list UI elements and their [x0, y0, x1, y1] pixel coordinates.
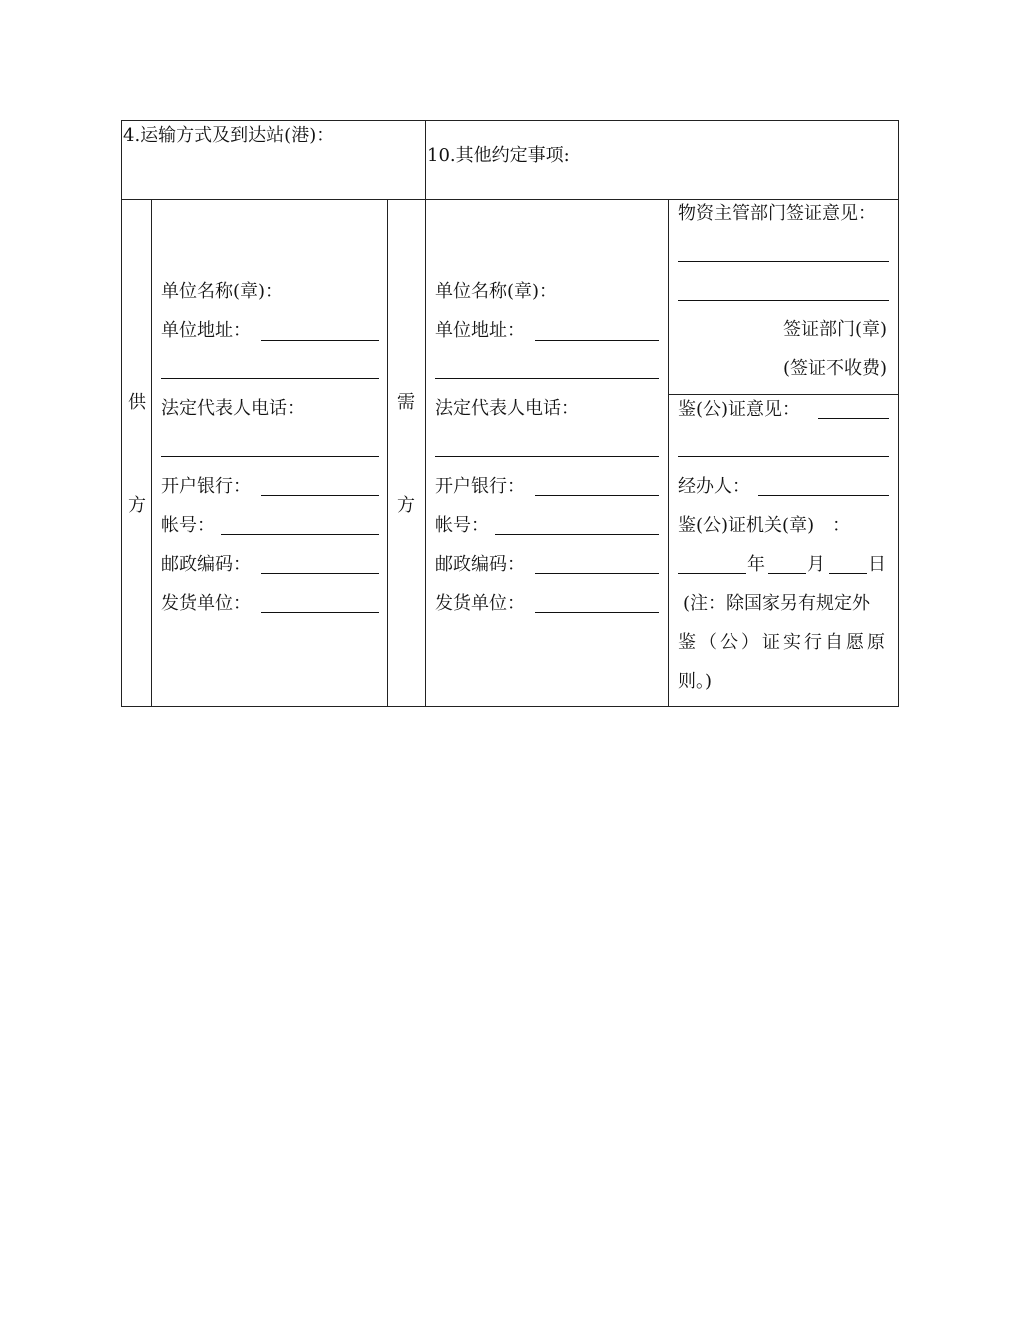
buyer-shipping-unit-line: [535, 612, 659, 613]
notary-opinion-label: 鉴(公)证意见：: [678, 399, 801, 420]
buyer-info-cell: [425, 199, 669, 707]
notary-note-line-3: 则。): [678, 671, 713, 692]
authority-dept-label: 签证部门(章): [782, 319, 887, 340]
buyer-unit-address-label: 单位地址：: [435, 320, 525, 341]
buyer-unit-name-label: 单位名称(章)：: [435, 281, 558, 302]
supplier-postal-code-label: 邮政编码：: [161, 554, 251, 575]
supplier-shipping-unit-line: [261, 612, 379, 613]
notary-year-label: 年: [747, 554, 765, 575]
notary-cell: [668, 394, 899, 707]
authority-opinion-title: 物资主管部门签证意见：: [678, 203, 876, 224]
buyer-side-label-cell: [387, 199, 426, 707]
buyer-unit-address-line: [535, 340, 659, 341]
authority-opinion-line-2: [678, 300, 889, 301]
buyer-side-char-1: 需: [397, 392, 415, 413]
supplier-side-char-1: 供: [128, 392, 146, 413]
supplier-unit-address-line: [261, 340, 379, 341]
supplier-info-cell: [151, 199, 388, 707]
supplier-unit-name-label: 单位名称(章)：: [161, 281, 284, 302]
notary-month-label: 月: [807, 554, 825, 575]
notary-year-line: [678, 573, 746, 574]
notary-day-label: 日: [868, 554, 886, 575]
buyer-bank-line: [535, 495, 659, 496]
buyer-postal-code-label: 邮政编码：: [435, 554, 525, 575]
supplier-unit-address-label: 单位地址：: [161, 320, 251, 341]
notary-opinion-line: [818, 418, 889, 419]
supplier-shipping-unit-label: 发货单位：: [161, 593, 251, 614]
buyer-account-line: [495, 534, 659, 535]
supplier-legal-rep-phone-line: [161, 456, 379, 457]
notary-day-line: [829, 573, 867, 574]
other-terms-label: 10.其他约定事项:: [427, 145, 570, 166]
notary-note-line-2: 鉴（公）证实行自愿原: [678, 632, 888, 653]
supplier-unit-address-line-2: [161, 378, 379, 379]
notary-office-label: 鉴(公)证机关(章) ：: [678, 515, 851, 536]
buyer-bank-label: 开户银行：: [435, 476, 525, 497]
supplier-side-char-2: 方: [128, 495, 146, 516]
notary-handler-line: [758, 495, 889, 496]
authority-no-fee-label: (签证不收费): [782, 358, 887, 379]
supplier-postal-code-line: [261, 573, 379, 574]
notary-opinion-line-2: [678, 456, 889, 457]
buyer-unit-address-line-2: [435, 378, 659, 379]
supplier-legal-rep-phone-label: 法定代表人电话：: [161, 398, 305, 419]
supplier-side-label-cell: [121, 199, 152, 707]
supplier-bank-line: [261, 495, 379, 496]
authority-opinion-line-1: [678, 261, 889, 262]
notary-month-line: [768, 573, 806, 574]
supplier-account-label: 帐号：: [161, 515, 215, 536]
supplier-account-line: [221, 534, 379, 535]
buyer-legal-rep-phone-line: [435, 456, 659, 457]
buyer-legal-rep-phone-label: 法定代表人电话：: [435, 398, 579, 419]
transport-method-label: 4.运输方式及到达站(港)：: [123, 125, 335, 146]
buyer-shipping-unit-label: 发货单位：: [435, 593, 525, 614]
supplier-bank-label: 开户银行：: [161, 476, 251, 497]
notary-handler-label: 经办人：: [678, 476, 750, 497]
notary-note-line-1: (注：除国家另有规定外: [683, 593, 871, 614]
buyer-account-label: 帐号：: [435, 515, 489, 536]
buyer-postal-code-line: [535, 573, 659, 574]
buyer-side-char-2: 方: [397, 495, 415, 516]
